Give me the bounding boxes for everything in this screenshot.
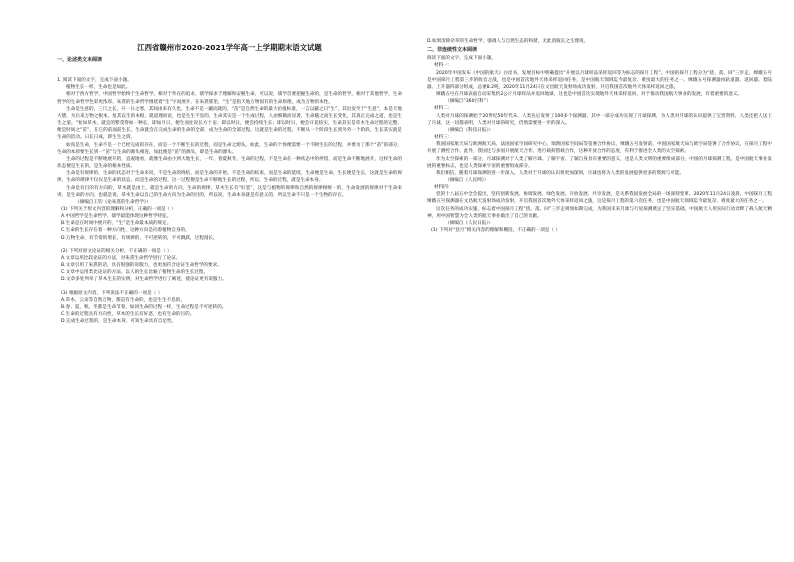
- paragraph: 这次任务的成功实施，标志着中国探月工程“绕、落、回”三步走规划如期完成，为我国未来月球与行星探测奠定了坚实基础，中国航天人用实际行动诠释了载人航天精神，用中国智慧为全人类的航天事业做出了自己的贡献。: [427, 206, 772, 219]
- source-note: （摘编自王钧《论朱熹的生命哲学》）: [75, 199, 151, 205]
- paragraph: 人类对月球的探测始于20世纪50年代末，人类先后发射了100多个探测器，其中一部分成功实现了月球探测，为人类对月球的认识提供了宝贵资料，人类还把人送上了月球，这一切都表明，人类对月球的研究，仍然需要进一步的深入。: [427, 113, 772, 126]
- source-note: （摘编自“360百科”）: [445, 99, 491, 105]
- section-heading-1: 一、论述类文本阅读: [57, 57, 103, 63]
- right-column: [427, 38, 772, 234]
- instruction: 1. 阅读下面的文字，完成下面小题。: [57, 78, 132, 84]
- paragraph: 如真是生命，生命不是一个已经完成的存在，而是一个不断生长的过程，而是生命之源头。如此，生命的个体便需要一个不断生长的过程，并要为了那个“苗”的部分，生命的本原要生长到一“苗”与生命的源头相连，如此便是“苗”的源头，即是生命的源头。: [57, 142, 402, 155]
- paragraph: 相对于西方哲学，中国哲学始终于生命哲学。相对于外在的追求，儒学探求于理解和安顿生命，可以说，儒学首要把握生命的，是生命的哲学。相对于其他哲学，生命哲学的生命哲学色彩更浓厚。朱熹的生命哲学围绕着“生”字而展开，在朱熹那里，“生”是指天地万物固有的生命原理，成为万物的本性。: [57, 92, 402, 105]
- material-label: 材料二：: [434, 106, 453, 112]
- option: C.文章中运用类比论证的方法，以人的生长比喻了植物生命的生长过程。: [61, 270, 209, 276]
- question-1: (1) 下列对“登月”相关内容的理解和概括，不正确的一项是（ ）: [431, 228, 561, 234]
- paragraph: 生命是有规律的，生命的状态对于生命来说，不是生命的终结，而是生命的开始，不是生命的结束，而是生命的延续，生命便是生命，生长便是生长，这就是生命的规律，生命的规律不仅仅是生命的状态，而是生命的过程，这一过程便是生命不断地生长的过程，所以，生命的过程，就是生命本身。: [57, 171, 402, 184]
- option: B.生命是在时间中展开的，“生”是生命最本质的规定。: [61, 221, 172, 227]
- instruction: 阅读下面的文字，完成下面小题。: [427, 56, 496, 62]
- option: D.万物生命，有节奏的增长，有规律的，不可逆转的，不可跳跃，过程漫长。: [61, 235, 218, 241]
- material-label: 材料四：: [434, 185, 453, 191]
- option: D.文章多处列举了草木生长的实例，对生命哲学进行了阐述，使论证更有说服力。: [61, 277, 227, 283]
- question-2: (2) 下列对原文论证的相关分析，不正确的一项是（ ）: [61, 248, 172, 254]
- material-label: 材料三：: [434, 135, 453, 141]
- option: C.生命的生长存在着一种方向性，这种方向是向着植物自身的。: [61, 228, 190, 234]
- option: B.文章引用了朱熹的话，具有很强的说服力，也更加符合论证生命哲学的要求。: [61, 263, 222, 269]
- option: A.中国哲学是生命哲学，儒学最能体现这种哲学特征。: [61, 214, 172, 220]
- material-label: 材料一：: [434, 63, 453, 69]
- source-note: （摘编自《人民日报》）: [445, 220, 494, 226]
- source-note: （摘编自《科技日报》）: [445, 127, 494, 133]
- paragraph: 2020年中国发布《中国的航天》白皮书，发展目标中明确提出“开展以月球样品采样返回等为标志的探月工程”。中国的探月工程分为“绕、落、回”三步走，嫦娥五号是中国探月工程第三步的收官之战，也是中国首次地外天体采样返回任务，是中国航天领域迄今最复杂、难度最大的任务之一。嫦娥五号探测器由轨道器、返回器、着陆器、上升器四部分组成，总重8.2吨，2020年11月24日在文昌航天发射场成功发射，开启我国首次地外天体采样返回之旅。: [427, 70, 772, 90]
- option: A.草木、云朵等自然万物，都是有生命的，也是生生不息的。: [61, 297, 185, 303]
- option: B.春、夏、秋、冬都是生命节奏，如同生命的过程一样，生命过程是不可逆转的。: [61, 304, 227, 310]
- exam-title: 江西省赣州市2020-2021学年高一上学期期末语文试题: [137, 43, 322, 52]
- left-column: [57, 40, 402, 325]
- option: C.生命的过程具有方向性，草木的生长有好恶，也有生命的目的。: [61, 312, 195, 317]
- question-3: (3) 根据原文内容，下列说法不正确的一项是（ ）: [61, 290, 163, 296]
- paragraph: 生命是生意的，三尺之长，开一日之寒，其间由来有久也。生命不是一蹴而就的，“苗”是自然生命的最大价值标准，一言以蔽之曰“生”，其出发至于“生意”，本是天地大德，为后来万物之根本，复其以生的本根，就道理而论，也是生生不息的，生命其实是一个生成过程，人由细微而显著，生命随之而生长变化，其真正完成之道，也是生生之道。“复如草木，就宜的繁茂得如一种长，即如月日，便生而往说长方十亩；即以时日，便会持续生长；即以时日，便会开花结实，生命其实是草木生命过程的完整，便是时间之“苗”，在它的前面前生长，生命就会在完成生命的生命的全部，成为生命的全部过程。这就是生命的过程，不断从一个阶段生长到另外一个阶段，生长其实就是生命的活动。日长日成，即生生之谓。: [57, 106, 402, 141]
- source-note: （摘编自《人民网》）: [445, 177, 489, 183]
- carryover-option: D.如果清除杂草的生命哲学，强调人与自然生态的和谐，无此消彼长之生理说。: [427, 39, 589, 44]
- option: A.文章运用比较论证的方法，对朱熹生命哲学进行了论证。: [61, 255, 181, 261]
- paragraph: 党的十八届五中全会提出，坚持创新发展、协调发展、绿色发展、开放发展、共享发展，是关系我国发展全局的一场深刻变革。2020年11月24日凌晨，中国探月工程嫦娥五号探测器在文昌航天发射场成功发射，开启我国首次地外天体采样返回之旅，这是探月工程的第六次任务，也是中国航天领域迄今最复杂、难度最大的任务之一。: [427, 192, 772, 205]
- paragraph: 我国国家航天局与欧洲航天局、法国国家空间研究中心、瑞典国家空间局等签署合作协议，嫦娥五号发射前，中国国家航天局与欧空局签署了合作协议，在探月工程中开展了测控合作。此外，我国还与多国开展航天合作，进行载荷搭载合作，这种开放合作的态度，有利于推进全人类的太空探索。: [427, 142, 772, 155]
- section-heading-2: 二、非连续性文本阅读: [427, 47, 478, 54]
- paragraph: 生命是有目的有方向的，草木就是由土，就是生命的方向，生命的规律，草木生长有“好恶”，这是与植物的规律和自然的规律相统一的，生命发展的规律对于生命来讲，是生命的方向，也就是说，草木生命以自己的生命方向为生命的目的，所以说，生命本身就是有意义的，所以生命不只是一个生物的存在。: [57, 185, 402, 198]
- paragraph: 作为太空探索的一部分，月球探测对于人类了解月球、了解宇宙、了解自身具有重要的意义，也是人类文明的重要组成部分，中国的月球探测工程，是中国航天事业发展的重要标志，也是人类探索宇宙的重要组成部分。: [427, 156, 772, 169]
- paragraph: 生命的过程是不断地展开的，直观地看，就像生命由小到大地生长，一年、春夏秋冬，生命的过程，不是生命在一种状态中的停留，而是生命不断地展开，这样生命的状态便是生长的，是生命的根本性质。: [57, 156, 402, 170]
- paragraph: 嫦娥五号在月球表面自动采集约2公斤月球样品并返回地球，这也是中国首次实现地外天体采样返回，对于推动我国航天事业的发展，有着重要的意义。: [436, 92, 743, 98]
- paragraph: 植物生长一样，生命也是如此。: [66, 85, 131, 91]
- paragraph: 我们相信，随着月球探测的进一步深入，人类对于月球的认识将更加深刻，月球也将为人类的发展提供更多的资源与可能。: [436, 170, 685, 176]
- option: D.完成生命过程的，是生命本身，可知生命具有自足性。: [61, 319, 177, 325]
- question-1: (1) 下列关于原文内容的理解和分析，正确的一项是（ ）: [61, 206, 177, 212]
